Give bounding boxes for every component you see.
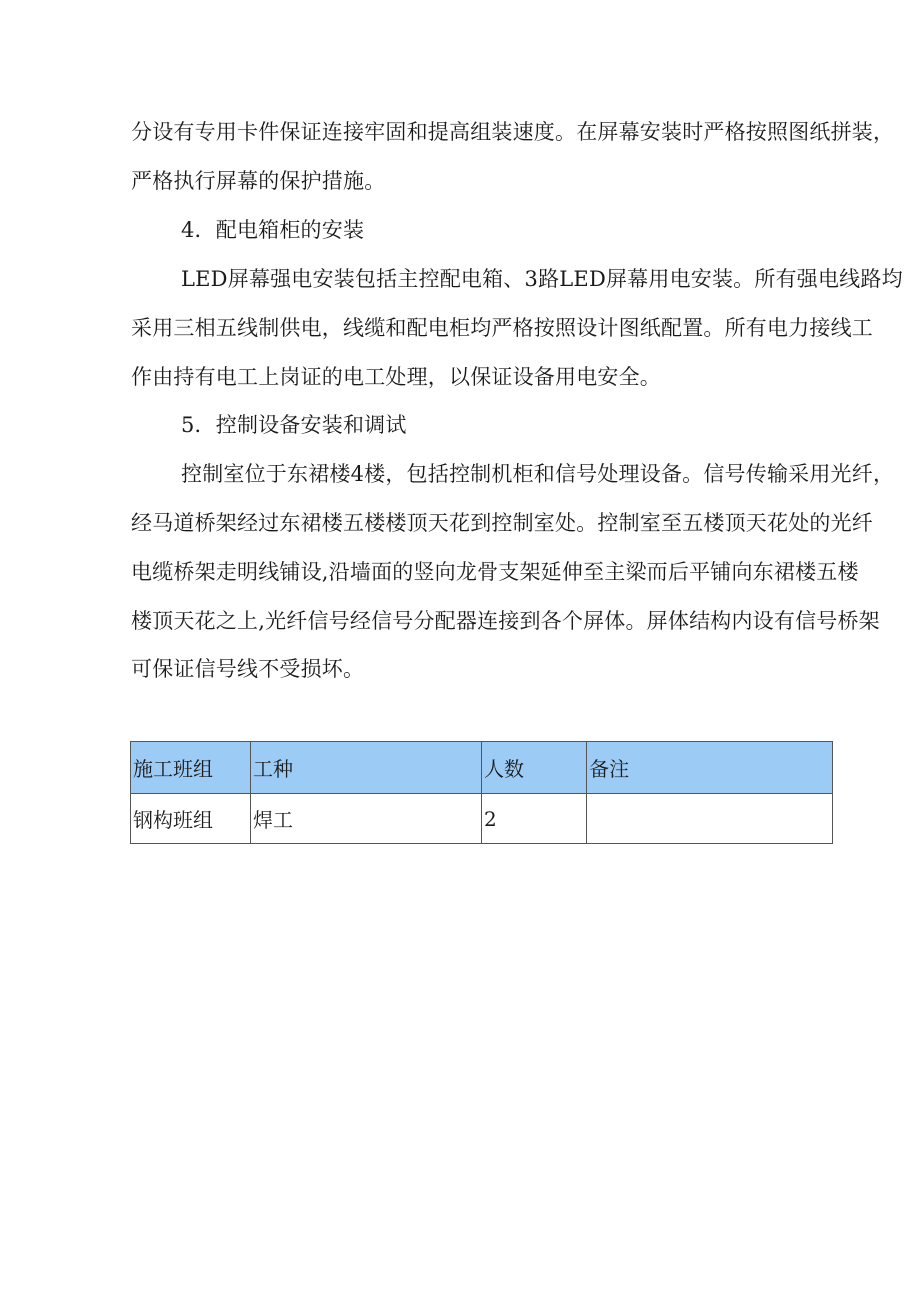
- paragraph-line: 采用三相五线制供电，线缆和配电柜均严格按照设计图纸配置。所有电力接线工: [131, 316, 873, 340]
- table-cell: [587, 794, 833, 844]
- table-header-cell: 备注: [587, 742, 833, 794]
- paragraph-line: 楼顶天花之上,光纤信号经信号分配器连接到各个屏体。屏体结构内设有信号桥架: [131, 609, 880, 633]
- paragraph-line: 分设有专用卡件保证连接牢固和提高组装速度。在屏幕安装时严格按照图纸拼装，: [131, 120, 895, 144]
- crew-table: [130, 741, 833, 844]
- paragraph-line: 控制室位于东裙楼4楼，包括控制机柜和信号处理设备。信号传输采用光纤，: [181, 462, 895, 486]
- section-heading-4: 4．配电箱柜的安装: [181, 218, 365, 242]
- section-heading-5: 5．控制设备安装和调试: [181, 413, 407, 437]
- paragraph-line: 作由持有电工上岗证的电工处理，以保证设备用电安全。: [131, 365, 661, 389]
- paragraph-line: 严格执行屏幕的保护措施。: [131, 169, 386, 193]
- paragraph-line: 可保证信号线不受损坏。: [131, 657, 365, 681]
- paragraph-line: 经马道桥架经过东裙楼五楼楼顶天花到控制室处。控制室至五楼顶天花处的光纤: [131, 511, 873, 535]
- table-cell: 2: [481, 794, 586, 844]
- table-header-cell: 工种: [251, 742, 482, 794]
- table-header-cell: 施工班组: [131, 742, 251, 794]
- paragraph-line: 电缆桥架走明线铺设,沿墙面的竖向龙骨支架延伸至主梁而后平铺向东裙楼五楼: [131, 560, 859, 584]
- table-header-cell: 人数: [481, 742, 586, 794]
- table-row: [131, 794, 833, 844]
- table-cell: 钢构班组: [131, 794, 251, 844]
- table-header-row: [131, 742, 833, 794]
- paragraph-line: LED屏幕强电安装包括主控配电箱、3路LED屏幕用电安装。所有强电线路均: [181, 267, 903, 291]
- table-cell: 焊工: [251, 794, 482, 844]
